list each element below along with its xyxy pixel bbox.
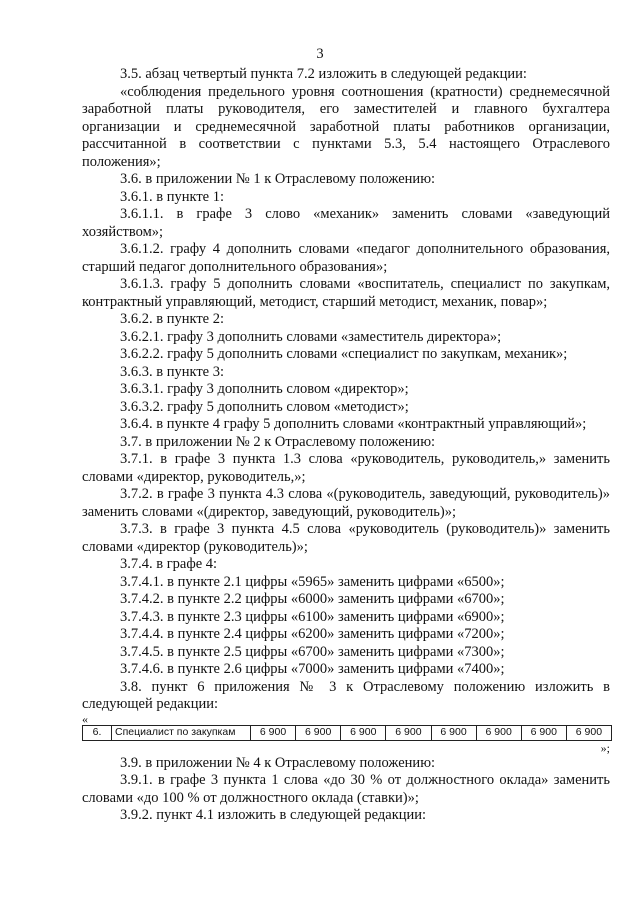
paragraph: 3.6.1.3. графу 5 дополнить словами «воспитатель, специалист по закупкам, контрактный управляющий, методист, старший методист, механик, повар»; (82, 276, 610, 310)
value-cell: 6 900 (341, 725, 386, 740)
paragraph: 3.5. абзац четвертый пункта 7.2 изложить в следующей редакции: (120, 66, 527, 82)
row-number-cell: 6. (83, 725, 112, 740)
paragraphs-top (82, 66, 610, 714)
paragraph: 3.7.2. в графе 3 пункта 4.3 слова «(руководитель, заведующий, руководитель)» заменить словами «(директор, заведующий, руководитель)»; (82, 486, 610, 520)
document-body (82, 66, 610, 825)
salary-table-block (82, 711, 610, 755)
paragraph: 3.6.1. в пункте 1: (120, 188, 225, 205)
paragraph: 3.7.4.1. в пункте 2.1 цифры «5965» заменить цифрами «6500»; (120, 573, 505, 590)
value-cell: 6 900 (251, 725, 296, 740)
paragraph: 3.7.4.4. в пункте 2.4 цифры «6200» заменить цифрами «7200»; (120, 626, 505, 642)
paragraph: 3.7.4.5. в пункте 2.5 цифры «6700» заменить цифрами «7300»; (120, 643, 505, 660)
paragraph: 3.6.1.1. в графе 3 слово «механик» заменить словами «заведующий хозяйством»; (82, 206, 610, 240)
paragraph: 3.9. в приложении № 4 к Отраслевому положению: (120, 754, 436, 771)
page-number: 3 (316, 46, 324, 62)
paragraph: 3.6.3.2. графу 5 дополнить словом «методист»; (120, 398, 409, 415)
value-cell: 6 900 (521, 725, 566, 740)
paragraph: 3.7.4.6. в пункте 2.6 цифры «7000» заменить цифрами «7400»; (120, 661, 505, 677)
paragraph: 3.7.1. в графе 3 пункта 1.3 слова «руководитель, руководитель,» заменить словами «директор, руководитель,»; (82, 451, 610, 485)
value-cell: 6 900 (386, 725, 431, 740)
paragraph: 3.7.3. в графе 3 пункта 4.5 слова «руководитель (руководитель)» заменить словами «директор (руководитель)»; (82, 521, 610, 555)
paragraph: 3.6.3.1. графу 3 дополнить словом «директор»; (120, 381, 409, 397)
paragraph: «соблюдения предельного уровня соотношения (кратности) среднемесячной заработной платы руководителя, его заместителей и главного бухгалтера организации и среднемесячной заработной платы работников организации, рассчитанной в соответствии с пунктами 5.3, 5.4 настоящего Отраслевого положения»; (82, 83, 610, 170)
paragraph: 3.7. в приложении № 2 к Отраслевому положению: (120, 433, 436, 450)
table-row (83, 725, 612, 740)
paragraphs-bottom (82, 755, 610, 825)
paragraph: 3.6.1.2. графу 4 дополнить словами «педагог дополнительного образования, старший педагог дополнительного образования»; (82, 241, 610, 275)
paragraph: 3.9.2. пункт 4.1 изложить в следующей редакции: (120, 807, 427, 823)
paragraph: 3.6. в приложении № 1 к Отраслевому положению: (120, 171, 436, 187)
paragraph: 3.6.2.2. графу 5 дополнить словами «специалист по закупкам, механик»; (120, 346, 568, 362)
value-cell: 6 900 (431, 725, 476, 740)
table-open-quote: « (82, 711, 88, 726)
position-cell: Специалист по закупкам (112, 725, 251, 740)
salary-table (82, 725, 612, 741)
table-close-quote: »; (600, 740, 610, 755)
paragraph: 3.8. пункт 6 приложения № 3 к Отраслевому положению изложить в следующей редакции: (82, 678, 610, 712)
value-cell: 6 900 (296, 725, 341, 740)
paragraph: 3.6.3. в пункте 3: (120, 363, 225, 380)
paragraph: 3.6.2. в пункте 2: (120, 311, 225, 327)
paragraph: 3.7.4.3. в пункте 2.3 цифры «6100» заменить цифрами «6900»; (120, 608, 505, 625)
value-cell: 6 900 (566, 725, 611, 740)
paragraph: 3.9.1. в графе 3 пункта 1 слова «до 30 % от должностного оклада» заменить словами «до 100 % от должностного оклада (ставки)»; (82, 772, 610, 806)
paragraph: 3.7.4.2. в пункте 2.2 цифры «6000» заменить цифрами «6700»; (120, 591, 505, 607)
paragraph: 3.7.4. в графе 4: (120, 556, 218, 572)
paragraph: 3.6.2.1. графу 3 дополнить словами «заместитель директора»; (120, 328, 502, 345)
value-cell: 6 900 (476, 725, 521, 740)
paragraph: 3.6.4. в пункте 4 графу 5 дополнить словами «контрактный управляющий»; (120, 416, 587, 432)
